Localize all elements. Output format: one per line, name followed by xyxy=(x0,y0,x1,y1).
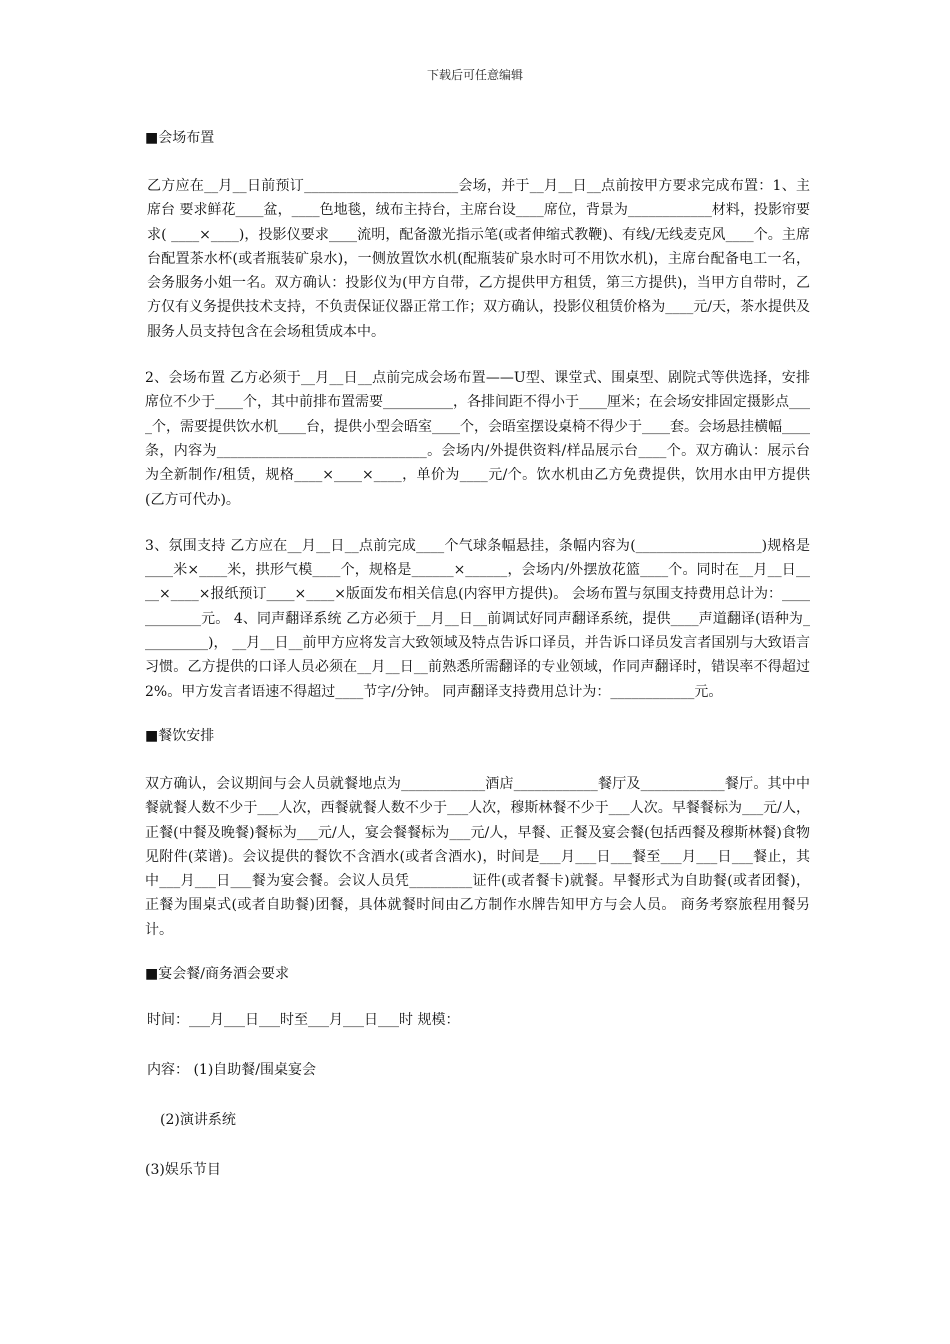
catering-paragraph: 双方确认，会议期间与会人员就餐地点为____________酒店____________餐厅及____________餐厅。其中中餐就餐人数不少于___人次，西餐就餐人数不少于___人次，穆斯林餐不少于___人次。早餐餐标为___元/人，正餐(中餐及晚餐)餐标为___元/人，宴会餐餐标为___元/人，早餐、正餐及宴会餐(包括西餐及穆斯林餐)食物见附件(菜谱)。会议提供的餐饮不含酒水(或者含酒水)，时间是___月___日___餐至___月___日___餐止，其中___月___日___餐为宴会餐。会议人员凭_________证件(或者餐卡)就餐。早餐形式为自助餐(或者团餐)，正餐为围桌式(或者自助餐)团餐，具体就餐时间由乙方制作水牌告知甲方与会人员。 商务考察旅程用餐另计。 xyxy=(145,775,810,938)
banquet-item-speech-system: (2)演讲系统 xyxy=(160,1112,236,1129)
banquet-item-entertainment: (3)娱乐节目 xyxy=(145,1162,221,1179)
banquet-time-line: 时间：___月___日___时至___月___日___时 规模： xyxy=(147,1012,460,1029)
section-heading-venue: ■会场布置 xyxy=(145,130,215,146)
venue-paragraph-1: 乙方应在__月__日前预订______________________会场，并于__月__日__点前按甲方要求完成布置：1、主席台 要求鲜花____盆，____色地毯，绒布主持台，主席台设____席位，背景为____________材料，投影帘要求( ____×____)，投影仪要求____流明，配备激光指示笔(或者伸缩式教鞭)、有线/无线麦克风____个。主席台配置茶水杯(或者瓶装矿泉水)，一侧放置饮水机(配瓶装矿泉水时可不用饮水机)，主席台配备电工一名，会务服务小姐一名。双方确认：投影仪为(甲方自带，乙方提供甲方租赁，第三方提供)，当甲方自带时，乙方仅有义务提供技术支持，不负责保证仪器正常工作；双方确认，投影仪租赁价格为____元/天，茶水提供及服务人员支持包含在会场租赁成本中。 xyxy=(147,178,810,340)
section-heading-banquet: ■宴会餐/商务酒会要求 xyxy=(145,966,289,983)
document-body xyxy=(145,128,810,1210)
section-heading-catering: ■餐饮安排 xyxy=(145,727,215,744)
page-header-note: 下载后可任意编辑 xyxy=(426,68,523,82)
venue-paragraph-3: 3、氛围支持 乙方应在__月__日__点前完成____个气球条幅悬挂，条幅内容为(__________________)规格是 ____米×____米，拱形气模____个，规格是______×______，会场内/外摆放花篮____个。同时在__月__日____×____×报纸预订____×____×版面发布相关信息(内容甲方提供)。 会场布置与氛围支持费用总计为：____________元。 4、同声翻译系统 乙方必须于__月__日__前调试好同声翻译系统，提供____声道翻译(语种为__________)， __月__日__前甲方应将发言大致领域及特点告诉口译员，并告诉口译员发言者国别与大致语言习惯。乙方提供的口译人员必须在__月__日__前熟悉所需翻译的专业领域，作同声翻译时，错误率不得超过 2%。甲方发言者语速不得超过____节字/分钟。 同声翻译支持费用总计为：____________元。 xyxy=(145,537,810,700)
venue-paragraph-2: 2、会场布置 乙方必须于__月__日__点前完成会场布置——U型、课堂式、围桌型、剧院式等供选择，安排席位不少于____个，其中前排布置需要__________，各排间距不得小于____厘米；在会场安排固定摄影点____个，需要提供饮水机____台，提供小型会晤室____个，会晤室摆设桌椅不得少于____套。会场悬挂横幅____条，内容为______________________________。会场内/外提供资料/样品展示台____个。双方确认：展示台为全新制作/租赁，规格____×____×____，单价为____元/个。饮水机由乙方免费提供，饮用水由甲方提供(乙方可代办)。 xyxy=(145,370,810,508)
banquet-content-line: 内容： (1)自助餐/围桌宴会 xyxy=(147,1062,316,1079)
